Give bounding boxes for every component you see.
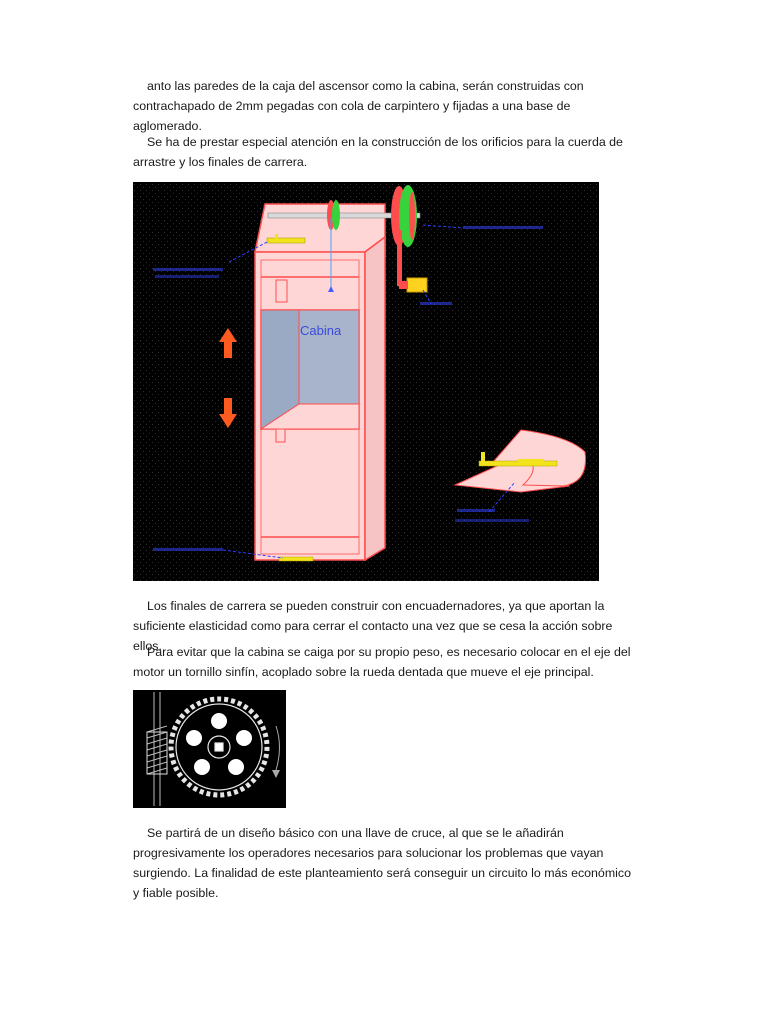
paragraph-3: Los finales de carrera se pueden construir con encuadernadores, ya que aportan la suficiente elasticidad como para cerrar el contacto una vez que se cesa la acción sobre ellos.: [133, 599, 613, 653]
elevator-diagram: [133, 182, 599, 581]
drive-belt: [397, 230, 402, 286]
worm-gear-icon: [133, 690, 286, 808]
drive-pulleys: [391, 185, 417, 247]
cabin: [261, 310, 359, 429]
paragraph-4: Para evitar que la cabina se caiga por su propio peso, es necesario colocar en el eje del motor un tornillo sinfín, acoplado sobre la rueda dentada que mueve el eje principal.: [133, 645, 631, 679]
paragraph-5: Se partirá de un diseño básico con una llave de cruce, al que se le añadirán progresivamente los operadores necesarios para solucionar los problemas que vayan surgiendo. La finalidad de este planteamiento será conseguir un circuito lo más económico y fiable posible.: [133, 826, 631, 900]
bottom-limit-switch: [279, 557, 313, 561]
top-pulley: [327, 200, 340, 230]
cabin-label: Cabina: [300, 323, 342, 338]
paragraph-1: anto las paredes de la caja del ascensor como la cabina, serán construidas con contrachapado de 2mm pegadas con cola de carpintero y fijadas a una base de aglomerado.: [133, 79, 584, 133]
paragraph-2: Se ha de prestar especial atención en la construcción de los orificios para la cuerda de arrastre y los finales de carrera.: [133, 135, 623, 169]
